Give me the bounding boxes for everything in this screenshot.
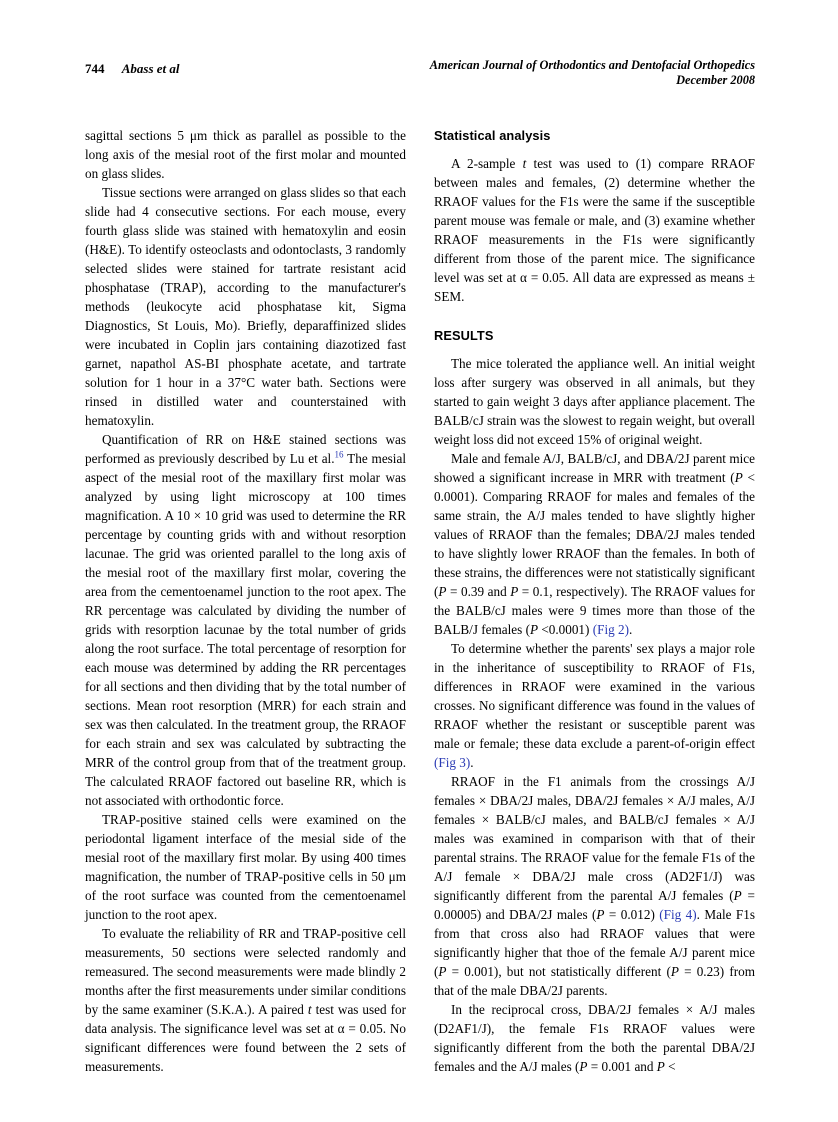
running-head-left (85, 58, 180, 77)
paragraph (434, 639, 755, 772)
text-run: Male and female A/J, BALB/cJ, and DBA/2J parent mice showed a significant increase in MRR with treatment ( (434, 451, 755, 485)
figure-link[interactable]: (Fig 2) (592, 622, 629, 637)
text-run: To determine whether the parents' sex plays a major role in the inheritance of susceptibility to RRAOF of F1s, differences in RRAOF were examined in the various crosses. No significant difference was found in the values of RRAOF whether the resistant or susceptible parent was male or female; these data exclude a parent-of-origin effect (434, 641, 755, 751)
running-head-right (430, 58, 755, 88)
paragraph (85, 430, 406, 810)
paragraph (85, 924, 406, 1076)
text-run: To evaluate the reliability of RR and TRAP-positive cell measurements, 50 sections were selected randomly and remeasured. The second measurements were made blindly 2 months after the first measurements under similar conditions by the same examiner (S.K.A.). A paired (85, 926, 406, 1017)
text-run: P (670, 964, 679, 979)
text-run: Quantification of RR on H&E stained sections was performed as previously described by Lu et al. (85, 432, 406, 466)
running-head (85, 58, 755, 88)
text-run: < (664, 1059, 676, 1074)
paragraph (434, 772, 755, 1000)
text-run: . Male F1s from that cross also had RRAOF values that were significantly higher that thoe of the female A/J parent mice ( (434, 907, 755, 979)
paragraph (434, 154, 755, 306)
text-run: P (529, 622, 539, 637)
text-run: . (470, 755, 474, 770)
page-number: 744 (85, 61, 105, 76)
text-run: test was used to (1) compare RRAOF between males and females, (2) determine whether the RRAOF values for the F1s were the same if the susceptible parent mouse was female or male, and (3) examine whether RRAOF measurements in the F1s were significantly different from those of the parent mice. The significance level was set at α = 0.05. All data are expressed as means ± SEM. (434, 156, 755, 304)
text-run: Tissue sections were arranged on glass slides so that each slide had 4 consecutive sections. For each mouse, every fourth glass slide was stained with hematoxylin and eosin (H&E). To identify osteoclasts and odontoclasts, 3 randomly selected slides were stained for tartrate resistant acid phosphatase (TRAP), according to the manufacturer's methods (leukocyte acid phosphatase kit, Sigma Diagnostics, St Louis, Mo). Briefly, deparaffinized slides were incubated in Coplin jars containing diazotized fast garnet, napathol AS-BI phosphate acetate, and tartrate solution for 1 hour in a 37°C water bath. Sections were rinsed in distilled water and counterstained with hematoxylin. (85, 185, 406, 428)
text-run: test was used for data analysis. The significance level was set at α = 0.05. No significant differences were found between the 2 sets of measurements. (85, 1002, 406, 1074)
statistical-analysis-paragraphs (434, 154, 755, 306)
text-run: P (510, 584, 519, 599)
text-run: <0.0001) (538, 622, 593, 637)
text-run: A 2-sample (451, 156, 523, 171)
text-run: = 0.001 and (587, 1059, 657, 1074)
text-run: = 0.23) from that of the male DBA/2J parents. (434, 964, 755, 998)
results-paragraphs (434, 354, 755, 1076)
figure-link[interactable]: (Fig 4) (659, 907, 697, 922)
paragraph (434, 1000, 755, 1076)
text-run: P (438, 964, 447, 979)
text-run: The mesial aspect of the mesial root of the maxillary first molar was analyzed by using light microscopy at 100 times magnification. A 10 × 10 grid was used to determine the RR percentage by counting grids with and without resorption lacunae. The grid was oriented parallel to the long axis of the mesial root of the maxillary first molar, covering the area from the cementoenamel junction to the root apex. The RR percentage was calculated by dividing the number of grids with resorption lacunae by the total number of grids along the root surface. The total percentage of resorption for each mouse was determined by adding the RR percentages for all sections and then dividing that by the total number of sections. Mean root resorption (MRR) for each strain and sex was then calculated. In the treatment group, the RRAOF for each strain and sex was calculated by subtracting the MRR of the control group from that of the treatment group. The calculated RRAOF factored out baseline RR, which is not associated with orthodontic force. (85, 451, 406, 808)
text-run: P (734, 470, 743, 485)
text-run: = 0.39 and (446, 584, 511, 599)
text-run: t (307, 1002, 312, 1017)
paragraph (85, 810, 406, 924)
text-run: sagittal sections 5 μm thick as parallel as possible to the long axis of the mesial root of the first molar and mounted on glass slides. (85, 128, 406, 181)
paragraph (434, 354, 755, 449)
text-run: = 0.1, respectively). The RRAOF values for the BALB/cJ males were 9 times more than those of the BALB/J females ( (434, 584, 755, 637)
paragraph (85, 183, 406, 430)
right-column (434, 126, 755, 1076)
figure-link[interactable]: (Fig 3) (434, 755, 471, 770)
paragraph (434, 449, 755, 639)
reference-link[interactable]: 16 (334, 449, 344, 460)
left-column (85, 126, 406, 1076)
section-heading-statistical-analysis: Statistical analysis (434, 128, 551, 143)
section-heading-results: RESULTS (434, 328, 494, 343)
article-body (85, 126, 755, 1076)
paragraph (85, 126, 406, 183)
text-run: . (629, 622, 633, 637)
text-run: The mice tolerated the appliance well. An initial weight loss after surgery was observed in all animals, but they started to gain weight 3 days after appliance placement. The BALB/cJ strain was the slowest to regain weight, but overall weight loss did not exceed 15% of original weight. (434, 356, 755, 447)
text-run: RRAOF in the F1 animals from the crossings A/J females × DBA/2J males, DBA/2J females × A/J males, A/J females × BALB/cJ males, and BALB/cJ females × A/J males was examined in comparison with that of their parental strains. The RRAOF value for the female F1s of the A/J female × DBA/2J male cross (AD2F1/J) was significantly different from the parental A/J females ( (434, 774, 755, 903)
text-run: < 0.0001). Comparing RRAOF for males and females of the same strain, the A/J males tended to have slightly higher values of RRAOF than the females; DBA/2J males tended to have slightly lower RRAOF than the females. In both of these strains, the differences were not statistically significant ( (434, 470, 755, 599)
text-run: P (733, 888, 742, 903)
text-run: In the reciprocal cross, DBA/2J females × A/J males (D2AF1/J), the female F1s RRAOF values were significantly different from the both the parental DBA/2J females and the A/J males ( (434, 1002, 755, 1074)
journal-title: American Journal of Orthodontics and Dentofacial Orthopedics (429, 58, 755, 72)
text-run: = 0.001), but not statistically different ( (446, 964, 671, 979)
text-run: = 0.00005) and DBA/2J males ( (434, 888, 755, 922)
text-run: P (438, 584, 447, 599)
running-authors: Abass et al (121, 61, 180, 76)
text-run: P (656, 1059, 665, 1074)
text-run: t (522, 156, 527, 171)
text-run: TRAP-positive stained cells were examined on the periodontal ligament interface of the mesial side of the mesial root of the maxillary first molar. By using 400 times magnification, the number of TRAP-positive cells in 50 μm of the root surface was counted from the cementoenamel junction to the root apex. (85, 812, 406, 922)
text-run: = 0.012) (604, 907, 660, 922)
journal-issue: December 2008 (676, 73, 755, 87)
text-run: P (596, 907, 605, 922)
text-run: P (579, 1059, 588, 1074)
